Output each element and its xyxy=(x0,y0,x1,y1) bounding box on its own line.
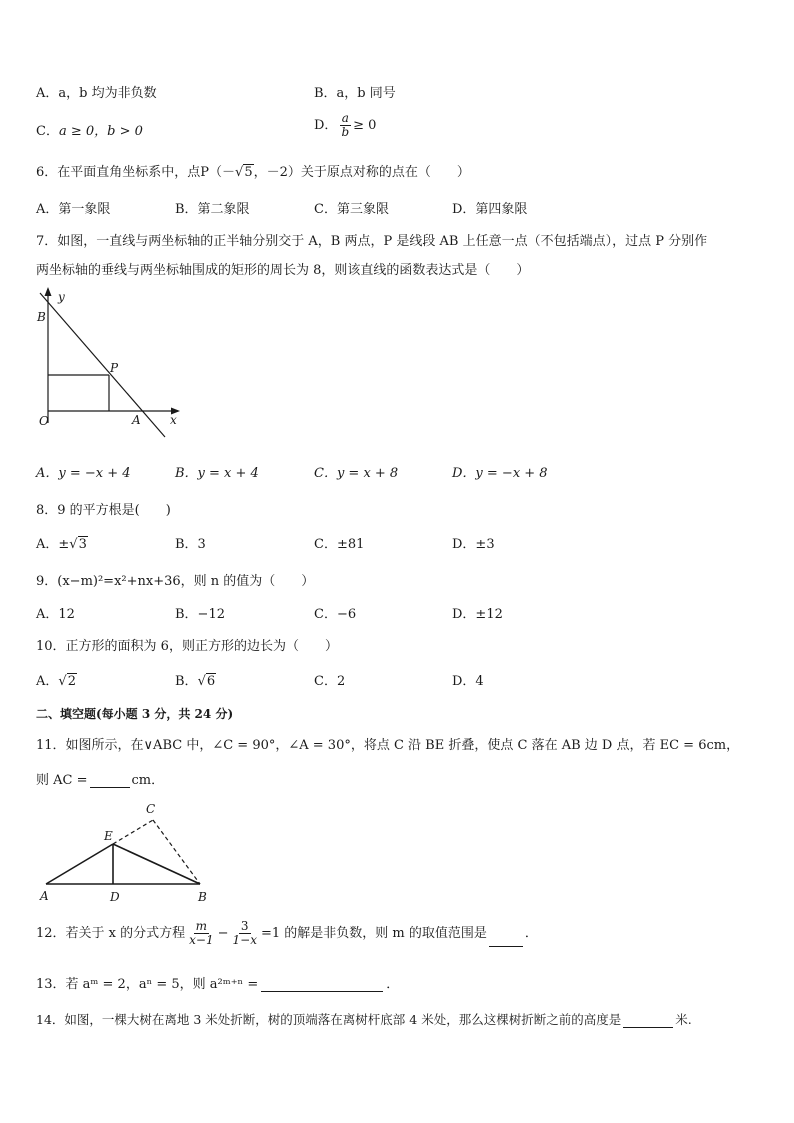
q9-option-d: D．±12 xyxy=(452,607,503,622)
section2-title: 二、填空题(每小题 3 分，共 24 分) xyxy=(36,707,234,721)
q11-stem-line2-b: cm． xyxy=(131,773,165,788)
q8-option-b: B．3 xyxy=(175,537,206,552)
q5-option-d-tail: ≥ 0 xyxy=(353,118,377,133)
q8-sqrt-radicand: 3 xyxy=(78,537,87,552)
q11-stem-line2 xyxy=(36,769,164,788)
q10-option-b xyxy=(175,670,216,689)
q13-stem-a: 13．若 aᵐ = 2，aⁿ = 5，则 a²ᵐ⁺ⁿ = xyxy=(36,977,259,992)
q10-option-b-sqrt: √6 xyxy=(197,674,216,689)
q10-option-a-sqrt: √2 xyxy=(58,674,76,689)
q12-f1-den: x−1 xyxy=(189,933,214,947)
q7-stem-line2: 两坐标轴的垂线与两坐标轴围成的矩形的周长为 8，则该直线的函数表达式是（ ） xyxy=(36,263,530,278)
q8-stem: 8．9 的平方根是( ) xyxy=(36,503,171,518)
q7-option-d: D．y = −x + 8 xyxy=(452,466,548,481)
q12-fraction-1 xyxy=(187,920,215,947)
q9-option-b: B．−12 xyxy=(175,607,225,622)
q11-label-a: A xyxy=(40,889,49,903)
q7-label-a: A xyxy=(132,413,141,427)
q13-answer-blank[interactable] xyxy=(261,977,383,992)
q12-stem-a: 12．若关于 x 的分式方程 xyxy=(36,926,186,941)
q6-sqrt-radicand: 5 xyxy=(244,165,253,180)
q10-option-d: D．4 xyxy=(452,674,484,689)
q10-stem: 10．正方形的面积为 6，则正方形的边长为（ ） xyxy=(36,639,338,654)
q8-option-a xyxy=(36,533,88,552)
q12-stem-c: ． xyxy=(524,926,538,941)
q9-stem: 9．(x−m)²=x²+nx+36，则 n 的值为（ ） xyxy=(36,574,315,589)
q5-option-c xyxy=(36,120,143,139)
q12-f2-den: 1−x xyxy=(232,933,257,947)
q12-f1-num: m xyxy=(195,919,208,933)
q9-option-a: A．12 xyxy=(36,607,75,622)
q11-label-e: E xyxy=(104,829,113,843)
q7-option-a: A．y = −x + 4 xyxy=(36,466,131,481)
q5-option-b: B．a，b 同号 xyxy=(314,86,396,101)
q5-option-d-fraction xyxy=(339,112,351,139)
q12-stem-b: =1 的解是非负数，则 m 的取值范围是 xyxy=(260,926,487,941)
q7-option-c: C．y = x + 8 xyxy=(314,466,399,481)
q10-option-b-label: B． xyxy=(175,674,198,689)
q12-answer-blank[interactable] xyxy=(489,932,523,947)
q10-option-a-label: A． xyxy=(36,674,59,689)
q10-option-c: C．2 xyxy=(314,674,346,689)
q13-stem-b: ． xyxy=(386,977,400,992)
q8-option-d: D．±3 xyxy=(452,537,495,552)
q9-option-c: C．−6 xyxy=(314,607,357,622)
q6-option-b: B．第二象限 xyxy=(175,202,250,217)
q12-f2-num: 3 xyxy=(240,919,249,933)
q11-label-d: D xyxy=(110,890,120,904)
q14-stem-a: 14．如图，一棵大树在离地 3 米处折断，树的顶端落在离树杆底部 4 米处，那么这棵树折断之前的高度是 xyxy=(36,1012,622,1027)
q11-label-c: C xyxy=(146,802,156,816)
q5-option-d xyxy=(314,112,376,139)
q10-option-a xyxy=(36,670,77,689)
q11-stem-line2-a: 则 AC = xyxy=(36,773,88,788)
q11-figure xyxy=(36,798,216,908)
q7-label-p: P xyxy=(110,361,119,375)
q14-stem-b: 米. xyxy=(675,1012,692,1027)
q6-option-d: D．第四象限 xyxy=(452,202,528,217)
q6-stem xyxy=(36,161,470,180)
q11-stem-line1: 11．如图所示，在∨ABC 中，∠C = 90°，∠A = 30°，将点 C 沿 BE 折叠，使点 C 落在 AB 边 D 点，若 EC = 6cm， xyxy=(36,738,740,753)
q14-stem xyxy=(36,1010,692,1028)
q5-option-c-label: C． xyxy=(36,124,59,139)
q5-option-c-expr: a ≥ 0，b > 0 xyxy=(58,124,143,139)
q7-figure xyxy=(30,285,190,445)
q7-stem-line1: 7．如图，一直线与两坐标轴的正半轴分别交于 A，B 两点，P 是线段 AB 上任意一点（不包括端点），过点 P 分别作 xyxy=(36,234,708,249)
q6-stem-b: ，－2）关于原点对称的点在（ ） xyxy=(253,165,470,180)
q11-label-b: B xyxy=(198,890,207,904)
q10-option-a-radicand: 2 xyxy=(67,674,76,689)
q6-stem-a: 6．在平面直角坐标系中，点P（－ xyxy=(36,165,236,180)
q7-label-x: x xyxy=(170,413,177,427)
q7-label-y: y xyxy=(58,290,65,304)
q10-option-b-radicand: 6 xyxy=(206,674,216,689)
q7-label-o: O xyxy=(39,414,49,428)
q5-option-d-num: a xyxy=(341,111,349,125)
q14-answer-blank[interactable] xyxy=(623,1013,673,1028)
q8-option-a-label: A．± xyxy=(36,537,70,552)
q6-option-c: C．第三象限 xyxy=(314,202,389,217)
q8-option-c: C．±81 xyxy=(314,537,365,552)
q8-sqrt: √3 xyxy=(69,537,87,552)
q5-option-a: A．a，b 均为非负数 xyxy=(36,86,157,101)
q12-stem xyxy=(36,920,538,947)
q7-option-b: B．y = x + 4 xyxy=(175,466,259,481)
q5-option-d-den: b xyxy=(341,125,350,139)
q12-fraction-2 xyxy=(231,920,259,947)
q12-minus: − xyxy=(217,926,229,941)
q11-answer-blank[interactable] xyxy=(90,773,130,788)
q7-label-b: B xyxy=(37,310,46,324)
q6-sqrt: √5 xyxy=(235,165,253,180)
q13-stem xyxy=(36,973,399,992)
q5-option-d-label: D． xyxy=(314,118,338,133)
q6-option-a: A．第一象限 xyxy=(36,202,111,217)
